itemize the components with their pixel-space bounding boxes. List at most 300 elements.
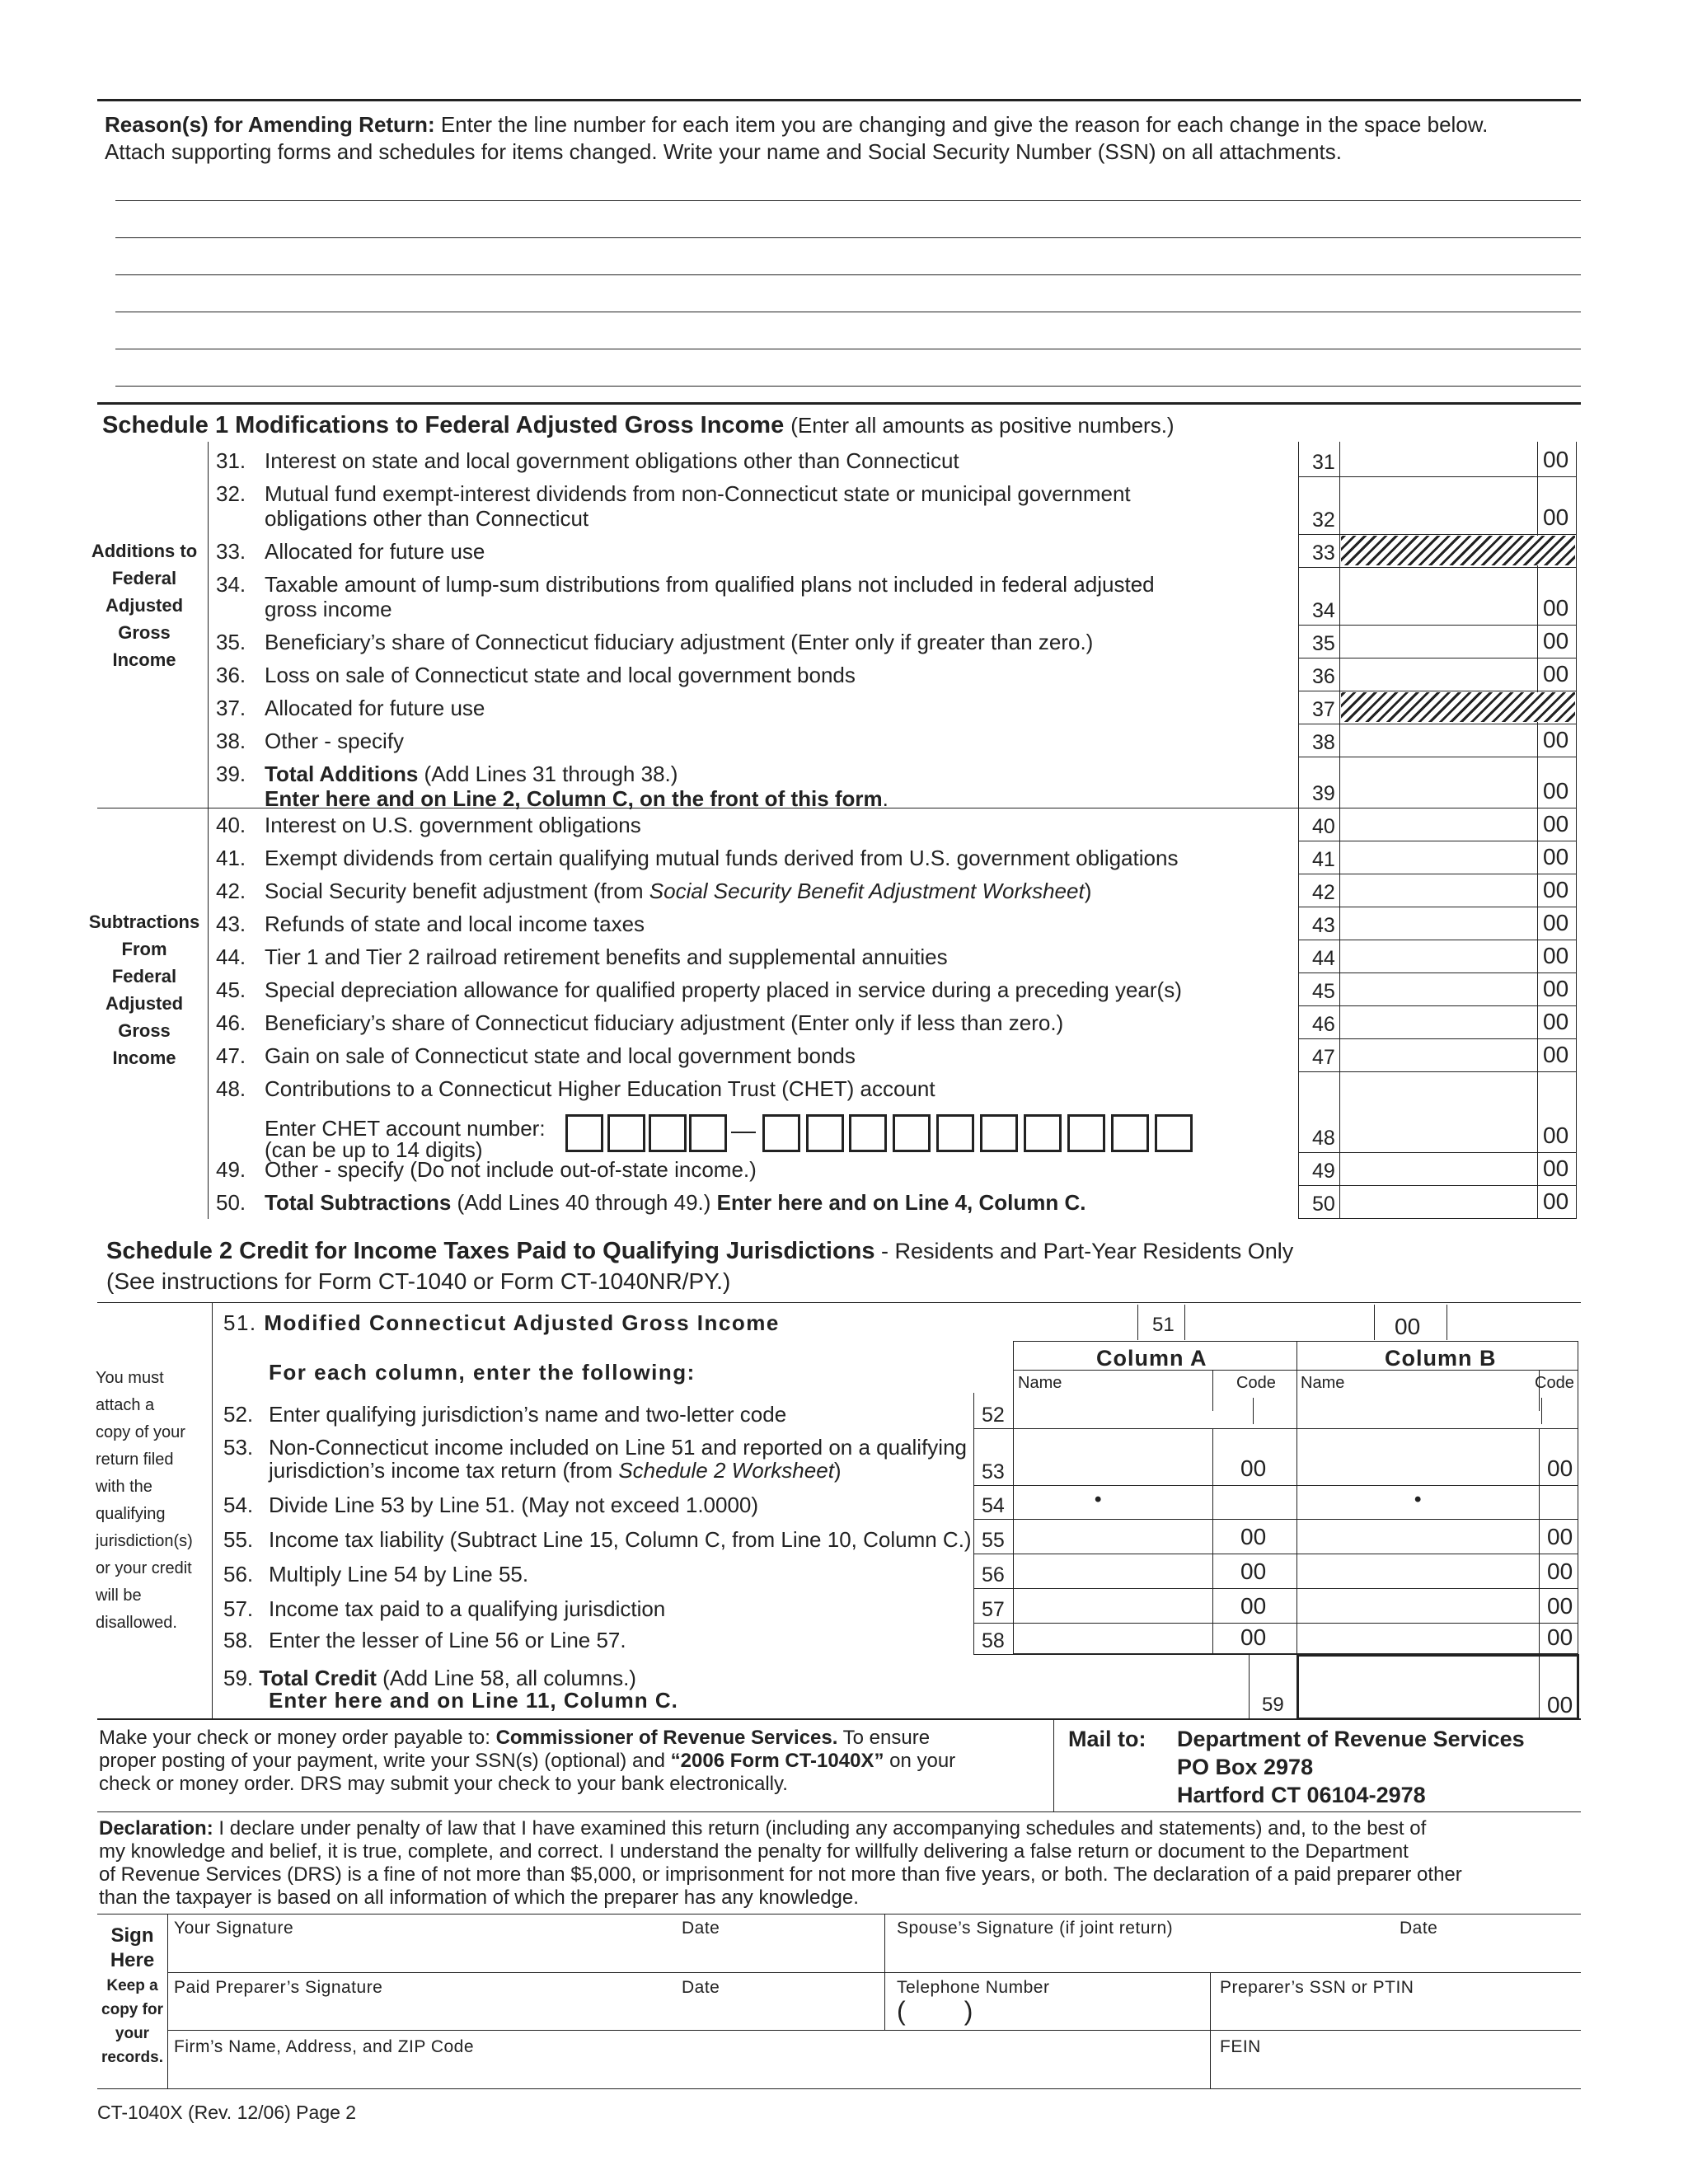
preparer-signature-field[interactable]	[169, 1998, 884, 2031]
payment-p1c: To ensure	[837, 1727, 931, 1749]
s1-line-bold: Total Additions	[265, 762, 419, 786]
s1-box-num: 45	[1312, 980, 1335, 1003]
keep-3: your	[115, 2025, 150, 2042]
s1-line-label	[265, 847, 1178, 869]
line51-amount-input[interactable]	[1187, 1309, 1372, 1337]
col-b-cents: 00	[1547, 1558, 1573, 1584]
s1-amount-input[interactable]	[1341, 1040, 1536, 1070]
s1-cents: 00	[1543, 595, 1569, 621]
s1-line-label	[265, 913, 645, 935]
s1-line-text: Mutual fund exempt-interest dividends from non-Connecticut state or municipal government	[265, 481, 1131, 506]
s1-box-num: 40	[1312, 815, 1335, 838]
s1-line-label	[265, 664, 856, 686]
s2-line-num: 56.	[223, 1562, 254, 1586]
col-a-amount-input[interactable]	[1015, 1555, 1211, 1586]
s1-row-rule	[1298, 1218, 1576, 1219]
chet-digit-box[interactable]	[980, 1114, 1018, 1152]
col-a-amount-input[interactable]	[1015, 1624, 1211, 1652]
reason-line-1[interactable]	[115, 200, 1581, 201]
s1-line-label	[265, 814, 641, 836]
col-b-amount-input[interactable]	[1298, 1624, 1537, 1652]
col-b-amount-input[interactable]	[1298, 1521, 1537, 1552]
chet-digit-box[interactable]	[1111, 1114, 1149, 1152]
s2-line-num-col-left	[973, 1393, 974, 1655]
s1-amount-input[interactable]	[1341, 593, 1536, 623]
s1-line-label	[265, 946, 948, 968]
telephone-label: Telephone Number	[897, 1978, 1050, 1997]
s2-box-num: 58	[982, 1629, 1005, 1652]
s1-cents: 00	[1543, 943, 1569, 968]
s2-line-text: Multiply Line 54 by Line 55.	[269, 1562, 529, 1586]
chet-digit-box[interactable]	[762, 1114, 800, 1152]
s1-amount-input[interactable]	[1341, 776, 1536, 806]
top-rule	[97, 99, 1581, 101]
s2-row-rule	[973, 1588, 1578, 1589]
side-note-6: qualifying	[96, 1505, 166, 1523]
col-a-code-divider	[1212, 1370, 1213, 1411]
sign-row3-rule	[167, 2030, 1581, 2031]
preparer-ssn-label: Preparer’s SSN or PTIN	[1220, 1978, 1414, 1997]
s1-line-label	[265, 450, 959, 471]
declaration-title: Declaration:	[99, 1817, 213, 1840]
s1-cents: 00	[1543, 1042, 1569, 1067]
schedule2-title-row	[106, 1240, 1293, 1263]
s1-line-bold2: Enter here and on Line 2, Column C, on the front of this form	[265, 786, 883, 811]
column-a-header: Column A	[1096, 1346, 1207, 1371]
col-b-decimal-dot: •	[1414, 1488, 1422, 1511]
s1-side-divider	[208, 442, 209, 1219]
mail-addr1: Department of Revenue Services	[1177, 1727, 1525, 1751]
s1-cents: 00	[1543, 661, 1569, 687]
side-note-4: return filed	[96, 1451, 174, 1469]
col-b-code-label: Code	[1535, 1374, 1574, 1392]
side-note-9: will be	[96, 1586, 142, 1605]
mail-divider	[1053, 1718, 1054, 1811]
s1-line-num: 38.	[216, 729, 246, 753]
chet-digit-box[interactable]	[649, 1114, 687, 1152]
line59-bold2: Enter here and on Line 11, Column C.	[269, 1688, 678, 1713]
fein-label: FEIN	[1220, 2037, 1261, 2056]
s1-line-italic: Social Security Benefit Adjustment Worksheet	[649, 879, 1085, 903]
s1-line-text: Gain on sale of Connecticut state and local government bonds	[265, 1043, 856, 1068]
col-a-code-label: Code	[1236, 1374, 1276, 1392]
reason-line-2[interactable]	[115, 237, 1581, 238]
reason-line-6[interactable]	[115, 386, 1581, 387]
s2-box-num: 57	[982, 1598, 1005, 1621]
schedule2-title: Schedule 2 Credit for Income Taxes Paid to Qualifying Jurisdictions	[106, 1238, 875, 1264]
s1-line-text: Special depreciation allowance for qualified property placed in service during a preceding year(s)	[265, 977, 1182, 1002]
s2-box-num: 56	[982, 1563, 1005, 1586]
col-b-cents: 00	[1547, 1455, 1573, 1481]
s1-cents: 00	[1543, 1122, 1569, 1148]
line59-cents-divider	[1539, 1654, 1540, 1720]
chet-digit-box[interactable]	[1024, 1114, 1062, 1152]
col-b-amount-input[interactable]	[1298, 1430, 1537, 1483]
s1-line-text: Other - specify	[265, 729, 405, 753]
side-note-7: jurisdiction(s)	[96, 1532, 193, 1550]
s1-box-num: 32	[1312, 509, 1335, 532]
s1-line-num: 43.	[216, 912, 246, 936]
s1-amount-input[interactable]	[1341, 974, 1536, 1004]
sign-top-rule	[97, 1914, 1581, 1915]
s1-line-text: (Add Lines 40 through 49.)	[451, 1190, 717, 1215]
s2-row-rule	[973, 1623, 1578, 1624]
payment-top-rule	[97, 1718, 1581, 1720]
preparer-date-label: Date	[682, 1978, 720, 1997]
line59-bold1: Total Credit	[259, 1666, 377, 1690]
s1-line-label	[265, 1012, 1063, 1033]
line51-text: Modified Connecticut Adjusted Gross Income	[264, 1310, 780, 1335]
col-b-name-input[interactable]	[1298, 1394, 1537, 1427]
mail-addr2: PO Box 2978	[1177, 1755, 1314, 1779]
line59-box: 59	[1262, 1694, 1284, 1716]
line51-num: 51.	[223, 1310, 257, 1335]
s1-line-bold: Total Subtractions	[265, 1190, 452, 1215]
s1-cents: 00	[1543, 1009, 1569, 1034]
s1-box-right	[1576, 442, 1577, 1219]
s1-box-left	[1298, 442, 1299, 1219]
s1-amount-input[interactable]	[1341, 626, 1536, 656]
s1-amount-input[interactable]	[1341, 445, 1536, 475]
spouse-divider	[884, 1914, 885, 1972]
s1-line-text: Exempt dividends from certain qualifying mutual funds derived from U.S. government obligations	[265, 846, 1179, 870]
s1-line-text: Allocated for future use	[265, 539, 485, 564]
reason-line-3[interactable]	[115, 274, 1581, 275]
firm-field[interactable]	[169, 2057, 1210, 2088]
chet-digit-box[interactable]	[689, 1114, 727, 1152]
s1-box-num: 46	[1312, 1013, 1335, 1036]
payment-p2c: on your	[884, 1750, 956, 1772]
s2-top-rule	[97, 1302, 1581, 1303]
s1-line-num: 44.	[216, 944, 246, 969]
footer: CT-1040X (Rev. 12/06) Page 2	[97, 2102, 357, 2123]
chet-digit-box[interactable]	[607, 1114, 645, 1152]
s2-line-num: 55.	[223, 1527, 254, 1552]
s2-line-text2b: )	[833, 1458, 842, 1483]
line59-num-left	[1249, 1654, 1250, 1720]
s1-box-num: 34	[1312, 599, 1335, 622]
s2-line-num: 57.	[223, 1596, 254, 1621]
col-a-cents: 00	[1240, 1624, 1267, 1650]
your-signature-label: Your Signature	[174, 1919, 294, 1938]
s1-box-num: 42	[1312, 881, 1335, 904]
s1-hatch	[1341, 536, 1575, 565]
your-signature-field[interactable]	[169, 1938, 884, 1971]
s1-box-num: 35	[1312, 632, 1335, 655]
s1-line-label	[265, 763, 678, 785]
s1-cents: 00	[1543, 844, 1569, 869]
additions-label-4: Gross	[118, 622, 171, 643]
s1-line-label	[265, 483, 1131, 504]
s1-amount-input[interactable]	[1341, 1121, 1536, 1151]
s1-line-num: 34.	[216, 572, 246, 597]
s1-line-num: 33.	[216, 539, 246, 564]
payment-p3: check or money order. DRS may submit your check to your bank electronically.	[99, 1773, 788, 1795]
col-b-amount-input[interactable]	[1298, 1555, 1537, 1586]
line51-box-num-right	[1184, 1305, 1185, 1340]
col-a-cents: 00	[1240, 1593, 1267, 1619]
s2-col-divider	[1296, 1341, 1297, 1654]
s2-line-text: Divide Line 53 by Line 51. (May not exceed 1.0000)	[269, 1493, 759, 1517]
s2-row-rule	[973, 1519, 1578, 1520]
subtractions-label-3: Federal	[111, 966, 177, 987]
s1-line-label	[265, 697, 485, 719]
s1-line-text2: .	[882, 786, 889, 811]
s1-box-num: 50	[1312, 1193, 1335, 1216]
payment-line1	[99, 1728, 930, 1748]
s1-row-rule	[1298, 1185, 1576, 1186]
s1-line-text: (Add Lines 31 through 38.)	[418, 762, 678, 786]
col-b-name-label: Name	[1301, 1374, 1345, 1392]
s2-line-text2a: jurisdiction’s income tax return (from	[269, 1458, 619, 1483]
preparer-signature-label: Paid Preparer’s Signature	[174, 1978, 383, 1997]
additions-label-2: Federal	[111, 568, 177, 588]
declaration-line1	[99, 1819, 1426, 1839]
declaration-l2: my knowledge and belief, it is true, complete, and correct. I understand the penalty for willfully delivering a false return or document to the Department	[99, 1840, 1409, 1863]
sign-bottom-rule	[97, 2088, 1581, 2089]
s1-line-num: 39.	[216, 762, 246, 786]
subtractions-label-1: Subtractions	[88, 912, 200, 932]
s1-amount-input[interactable]	[1341, 809, 1536, 839]
col-a-ratio-input[interactable]	[1015, 1487, 1295, 1516]
col-b-cents: 00	[1547, 1524, 1573, 1549]
keep-4: records.	[101, 2049, 163, 2066]
s1-line-text: Tier 1 and Tier 2 railroad retirement benefits and supplemental annuities	[265, 944, 948, 969]
s1-cents: 00	[1543, 877, 1569, 902]
amend-line1	[105, 114, 1488, 135]
sign-side-divider	[167, 1914, 168, 2088]
col-b-cents: 00	[1547, 1624, 1573, 1650]
schedule2-subtitle: (See instructions for Form CT-1040 or Form CT-1040NR/PY.)	[106, 1268, 731, 1294]
chet-digit-box[interactable]	[806, 1114, 844, 1152]
col-a-cents: 00	[1240, 1455, 1267, 1481]
payment-p2b: “2006 Form CT-1040X”	[670, 1750, 884, 1772]
s2-row-rule	[973, 1485, 1578, 1486]
s2-instruction: For each column, enter the following:	[269, 1360, 696, 1385]
s1-line-label	[265, 730, 404, 752]
col-a-cents-divider	[1212, 1428, 1213, 1655]
preparer-ssn-field[interactable]	[1212, 1998, 1581, 2031]
chet-label2: (can be up to 14 digits)	[265, 1137, 483, 1162]
s1-hatch	[1341, 692, 1575, 722]
s1-cents: 00	[1543, 910, 1569, 935]
s1-box-num: 36	[1312, 665, 1335, 688]
s1-line-label2	[265, 598, 392, 620]
s1-cents: 00	[1543, 976, 1569, 1001]
col-a-amount-input[interactable]	[1015, 1521, 1211, 1552]
s1-amount-input[interactable]	[1341, 503, 1536, 532]
side-note-10: disallowed.	[96, 1614, 177, 1632]
s1-line-text: Refunds of state and local income taxes	[265, 912, 645, 936]
col-a-code-input[interactable]	[1214, 1394, 1295, 1427]
s1-amount-input[interactable]	[1341, 908, 1536, 938]
chet-digit-box[interactable]	[936, 1114, 974, 1152]
additions-label	[82, 537, 206, 673]
payment-p2a: proper posting of your payment, write your SSN(s) (optional) and	[99, 1750, 671, 1772]
schedule1-title: Schedule 1 Modifications to Federal Adjusted Gross Income	[102, 412, 785, 438]
line51-box: 51	[1152, 1314, 1175, 1336]
s1-line-label	[265, 574, 1155, 595]
col-b-code-input[interactable]	[1540, 1394, 1578, 1427]
line51-cents-left	[1374, 1305, 1375, 1340]
line59-total-box[interactable]	[1296, 1654, 1579, 1720]
line59-num: 59.	[223, 1666, 254, 1690]
amend-text2: Attach supporting forms and schedules for items changed. Write your name and Social Security Number (SSN) on all attachments.	[105, 139, 1343, 164]
s1-box-num: 41	[1312, 848, 1335, 871]
s1-line-label	[265, 1078, 935, 1099]
sign-here	[97, 1924, 167, 1973]
amend-text1: Enter the line number for each item you are changing and give the reason for each change in the space below.	[440, 112, 1489, 137]
s1-row-rule	[1298, 476, 1576, 477]
s1-row-rule	[1298, 1152, 1576, 1153]
s1-box-num: 38	[1312, 731, 1335, 754]
s1-line-text: Interest on U.S. government obligations	[265, 813, 641, 837]
payment-line2	[99, 1751, 955, 1771]
here-word: Here	[110, 1949, 155, 1971]
s2-side-note	[96, 1365, 211, 1637]
chet-digit-box[interactable]	[1067, 1114, 1105, 1152]
s1-amount-input[interactable]	[1341, 842, 1536, 872]
keep-copy	[97, 1974, 167, 2069]
s1-line-num: 46.	[216, 1010, 246, 1035]
side-note-8: or your credit	[96, 1559, 192, 1577]
line51-label	[223, 1312, 780, 1333]
side-note-1: You must	[96, 1369, 164, 1387]
s2-line-num: 53.	[223, 1435, 254, 1460]
s1-line-label	[265, 631, 1093, 653]
col-a-decimal-dot: •	[1095, 1488, 1102, 1511]
line51-cents: 00	[1395, 1314, 1421, 1339]
s2-line-num: 52.	[223, 1402, 254, 1427]
col-b-code-divider	[1539, 1370, 1540, 1411]
s1-cents: 00	[1543, 504, 1569, 530]
s2-line-text: Income tax liability (Subtract Line 15, Column C, from Line 10, Column C.)	[269, 1527, 972, 1552]
s2-line-text2i: Schedule 2 Worksheet	[618, 1458, 834, 1483]
col-a-amount-input[interactable]	[1015, 1590, 1211, 1621]
side-note-3: copy of your	[96, 1423, 185, 1441]
line59-cents: 00	[1547, 1692, 1573, 1718]
s1-cents: 00	[1543, 1188, 1569, 1214]
col-a-cents: 00	[1240, 1558, 1267, 1584]
col-b-code-tick	[1541, 1398, 1542, 1424]
s1-line-label2	[265, 508, 588, 529]
s2-line-num: 54.	[223, 1493, 254, 1517]
s1-line-text: Allocated for future use	[265, 696, 485, 720]
s1-line-end: )	[1084, 879, 1092, 903]
s1-line-text: Other - specify (Do not include out-of-state income.)	[265, 1157, 757, 1182]
spouse-signature-field[interactable]	[886, 1938, 1581, 1971]
s1-row-rule	[1298, 567, 1576, 568]
line59-text1: (Add Line 58, all columns.)	[376, 1666, 636, 1690]
fein-field[interactable]	[1212, 2057, 1581, 2088]
line51-box-left	[1137, 1305, 1138, 1340]
s1-line-num: 37.	[216, 696, 246, 720]
col-a-amount-input[interactable]	[1015, 1430, 1211, 1483]
s1-line-text: Beneficiary’s share of Connecticut fiduciary adjustment (Enter only if less than zero.)	[265, 1010, 1064, 1035]
column-b-header: Column B	[1385, 1346, 1497, 1371]
s1-amount-input[interactable]	[1341, 1007, 1536, 1037]
s1-box-num-right	[1339, 442, 1340, 1219]
schedule1-subtitle: (Enter all amounts as positive numbers.)	[790, 413, 1175, 438]
keep-2: copy for	[101, 2001, 163, 2018]
s1-amount-input[interactable]	[1341, 1154, 1536, 1183]
s1-amount-input[interactable]	[1341, 875, 1536, 905]
s1-row-rule	[1298, 534, 1576, 535]
payment-p1b: Commissioner of Revenue Services.	[495, 1727, 838, 1749]
s1-line-num: 45.	[216, 977, 246, 1002]
s1-line-num: 36.	[216, 663, 246, 687]
s1-box-num: 44	[1312, 947, 1335, 970]
col-b-ratio-input[interactable]	[1298, 1487, 1578, 1516]
s1-row-rule	[1298, 1005, 1576, 1006]
chet-digit-box[interactable]	[565, 1114, 603, 1152]
s1-line-text: Social Security benefit adjustment (from	[265, 879, 649, 903]
s1-amount-input[interactable]	[1341, 725, 1536, 755]
declaration-l3: of Revenue Services (DRS) is a fine of not more than $5,000, or imprisonment for not more than five years, or both. The declaration of a paid preparer other	[99, 1863, 1462, 1886]
s1-line-text: Taxable amount of lump-sum distributions from qualified plans not included in federal adjusted	[265, 572, 1155, 597]
s1-line-text: Beneficiary’s share of Connecticut fiduciary adjustment (Enter only if greater than zero.)	[265, 630, 1094, 654]
col-header-rule	[1013, 1370, 1578, 1371]
declaration-top-rule	[97, 1811, 1581, 1812]
s1-line-label	[265, 979, 1182, 1001]
declaration-l4: than the taxpayer is based on all information of which the preparer has any knowledge.	[99, 1886, 859, 1909]
s2-box-num: 53	[982, 1460, 1005, 1483]
side-note-2: attach a	[96, 1396, 155, 1414]
mail-addr3: Hartford CT 06104-2978	[1177, 1783, 1426, 1807]
subtractions-label	[82, 908, 206, 1071]
s1-box-num: 48	[1312, 1127, 1335, 1150]
col-a-code-tick	[1253, 1398, 1254, 1424]
side-note-5: with the	[96, 1478, 152, 1496]
s1-line-num: 49.	[216, 1157, 246, 1182]
s1-amount-input[interactable]	[1341, 659, 1536, 689]
s1-line-label	[265, 1045, 856, 1066]
s1-line-bold2: Enter here and on Line 4, Column C.	[716, 1190, 1086, 1215]
s1-cents: 00	[1543, 811, 1569, 837]
subtractions-label-2: From	[121, 939, 167, 959]
s1-line-label2	[265, 788, 889, 809]
s1-amount-input[interactable]	[1341, 1187, 1536, 1216]
col-b-amount-input[interactable]	[1298, 1590, 1537, 1621]
chet-digit-box[interactable]	[1155, 1114, 1193, 1152]
chet-digit-box[interactable]	[849, 1114, 887, 1152]
schedule1-title-row	[102, 414, 1175, 438]
s1-box-num: 43	[1312, 914, 1335, 937]
schedule1-top-rule	[97, 402, 1581, 405]
s1-line-label	[265, 541, 485, 562]
schedule2-title-suffix: - Residents and Part-Year Residents Only	[874, 1239, 1294, 1263]
s1-amount-input[interactable]	[1341, 941, 1536, 971]
col-a-name-input[interactable]	[1015, 1394, 1211, 1427]
s1-line-text: Interest on state and local government obligations other than Connecticut	[265, 448, 959, 473]
your-date-label: Date	[682, 1919, 720, 1938]
s1-line-num: 50.	[216, 1190, 246, 1215]
s2-line-text: Enter the lesser of Line 56 or Line 57.	[269, 1628, 626, 1652]
s1-box-num: 31	[1312, 451, 1335, 474]
s2-box-num: 54	[982, 1494, 1005, 1517]
line59-row1	[223, 1667, 636, 1689]
s1-line-text2: gross income	[265, 597, 392, 621]
additions-label-3: Adjusted	[105, 595, 184, 616]
spouse-signature-label: Spouse’s Signature (if joint return)	[897, 1919, 1174, 1938]
chet-digit-box[interactable]	[893, 1114, 931, 1152]
s1-line-text2: obligations other than Connecticut	[265, 506, 589, 531]
s1-box-num: 37	[1312, 698, 1335, 721]
s1-line-num: 48.	[216, 1076, 246, 1101]
s1-cents: 00	[1543, 1155, 1569, 1181]
s1-line-label	[265, 880, 1091, 902]
telephone-field[interactable]: ( )	[897, 1996, 973, 2026]
